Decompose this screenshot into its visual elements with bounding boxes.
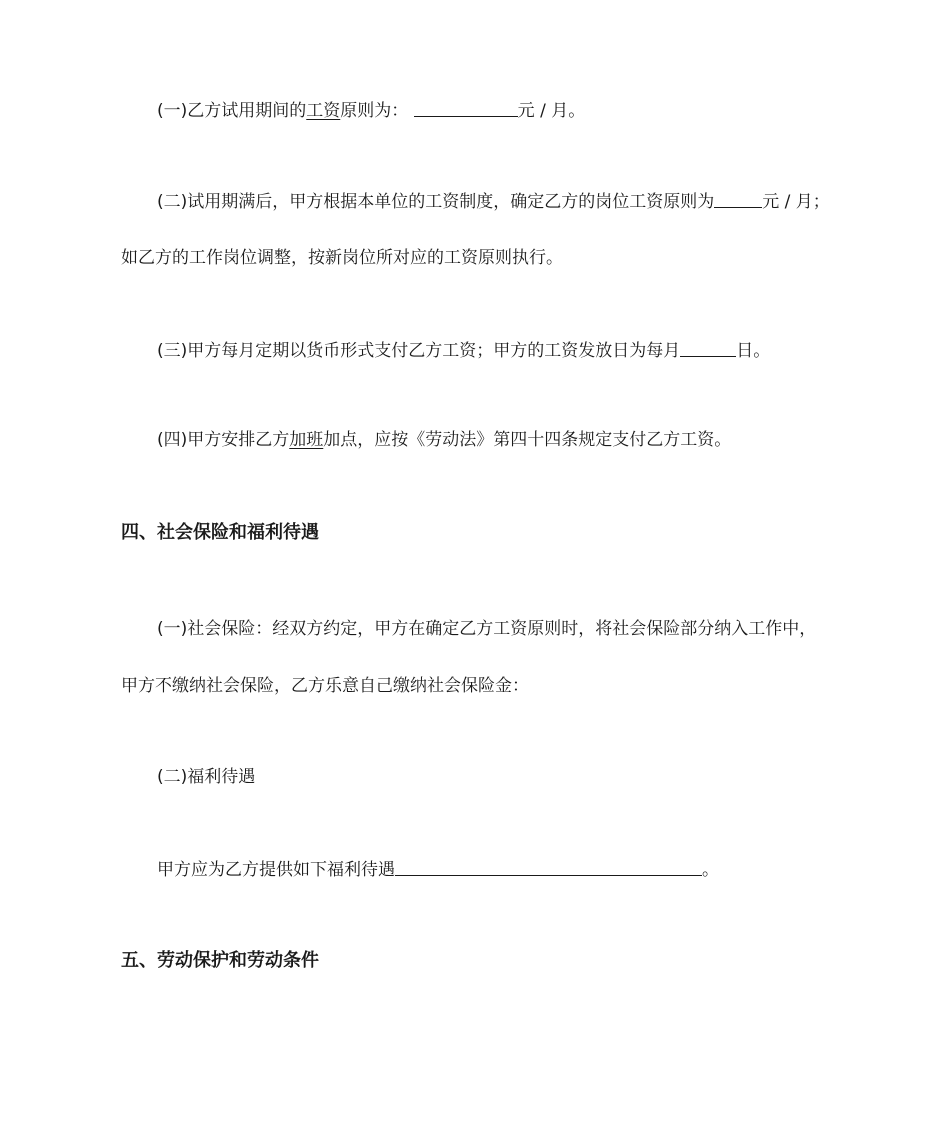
overtime-prefix: (四)甲方安排乙方 [157,430,290,450]
salary-underlined-word: 工资 [306,101,341,121]
payday-text: (三)甲方每月定期以货币形式支付乙方工资；甲方的工资发放日为每月 [157,341,681,361]
social-insurance-line1: (一)社会保险：经双方约定，甲方在确定乙方工资原则时，将社会保险部分纳入工作中， [157,619,817,639]
paragraph-social-insurance [157,617,816,641]
post-probation-suffix: 元 / 月； [762,192,830,212]
post-adjustment-text: 如乙方的工作岗位调整，按新岗位所对应的工资原则执行。 [121,248,563,268]
welfare-title: (二)福利待遇 [157,767,256,787]
paragraph-probation-salary [157,98,585,123]
section-heading-social-insurance: 四、社会保险和福利待遇 [121,522,319,543]
probation-salary-suffix: 元 / 月。 [517,101,586,121]
payday-blank[interactable] [680,338,736,357]
paragraph-post-probation-salary [157,189,830,214]
welfare-text: 甲方应为乙方提供如下福利待遇 [157,860,395,880]
overtime-suffix: 加点，应按《劳动法》第四十四条规定支付乙方工资。 [323,430,732,450]
welfare-blank[interactable] [395,857,702,876]
paragraph-payday [157,338,770,363]
probation-salary-blank[interactable] [414,98,518,117]
paragraph-welfare [157,857,719,882]
section-heading-labor-protection: 五、劳动保护和劳动条件 [121,950,319,971]
overtime-underlined-word: 加班 [289,430,324,450]
welfare-suffix: 。 [702,860,719,880]
social-insurance-line2: 甲方不缴纳社会保险，乙方乐意自己缴纳社会保险金： [121,676,529,696]
probation-salary-prefix: (一)乙方试用期间的 [157,101,307,121]
paragraph-post-adjustment [121,246,563,270]
paragraph-overtime [157,428,731,452]
paragraph-social-insurance-cont [121,674,529,698]
payday-suffix: 日。 [736,341,771,361]
post-probation-salary-blank[interactable] [714,189,762,208]
post-probation-text: (二)试用期满后，甲方根据本单位的工资制度，确定乙方的岗位工资原则为 [157,192,715,212]
probation-salary-middle: 原则为： [340,101,409,121]
